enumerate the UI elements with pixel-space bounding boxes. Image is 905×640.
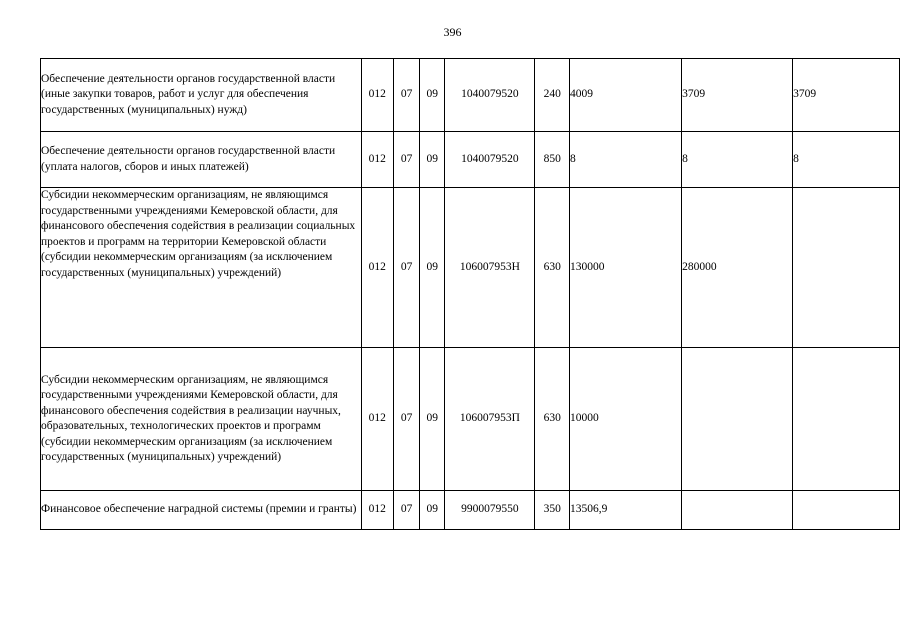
expense-type-code: 240 <box>535 59 570 132</box>
amount-year-3 <box>793 491 900 530</box>
target-article-code: 106007953П <box>445 348 535 491</box>
section-code: 07 <box>394 348 420 491</box>
row-description: Субсидии некоммерческим организациям, не являющимся государственными учреждениями Кемеровской области, для финансового обеспечения содействия в реализации научных, образовательных, технологических проектов и программ (субсидии некоммерческим организациям (за исключением государственных (муниципальных) учреждений) <box>41 348 362 491</box>
amount-year-3: 8 <box>793 132 900 188</box>
section-code: 07 <box>394 59 420 132</box>
ministry-code: 012 <box>361 188 393 348</box>
amount-year-2: 8 <box>682 132 793 188</box>
subsection-code: 09 <box>420 491 445 530</box>
table-row <box>41 491 900 530</box>
amount-year-1: 8 <box>569 132 681 188</box>
expense-type-code: 350 <box>535 491 570 530</box>
subsection-code: 09 <box>420 59 445 132</box>
budget-table <box>40 58 900 530</box>
row-description: Субсидии некоммерческим организациям, не являющимся государственными учреждениями Кемеровской области, для финансового обеспечения содействия в реализации социальных проектов и программ на территории Кемеровской области (субсидии некоммерческим организациям (за исключением государственных (муниципальных) учреждений) <box>41 188 362 348</box>
page-number: 396 <box>443 25 462 39</box>
subsection-code: 09 <box>420 132 445 188</box>
subsection-code: 09 <box>420 348 445 491</box>
ministry-code: 012 <box>361 132 393 188</box>
amount-year-3 <box>793 348 900 491</box>
amount-year-3: 3709 <box>793 59 900 132</box>
amount-year-3 <box>793 188 900 348</box>
section-code: 07 <box>394 132 420 188</box>
ministry-code: 012 <box>361 348 393 491</box>
table-row <box>41 188 900 348</box>
target-article-code: 106007953Н <box>445 188 535 348</box>
ministry-code: 012 <box>361 491 393 530</box>
row-description: Обеспечение деятельности органов государственной власти (уплата налогов, сборов и иных платежей) <box>41 132 362 188</box>
amount-year-1: 13506,9 <box>569 491 681 530</box>
row-description: Обеспечение деятельности органов государственной власти (иные закупки товаров, работ и услуг для обеспечения государственных (муниципальных) нужд) <box>41 59 362 132</box>
section-code: 07 <box>394 491 420 530</box>
table-row <box>41 59 900 132</box>
expense-type-code: 850 <box>535 132 570 188</box>
row-description: Финансовое обеспечение наградной системы (премии и гранты) <box>41 491 362 530</box>
amount-year-1: 10000 <box>569 348 681 491</box>
amount-year-2 <box>682 491 793 530</box>
amount-year-1: 130000 <box>569 188 681 348</box>
amount-year-2: 280000 <box>682 188 793 348</box>
ministry-code: 012 <box>361 59 393 132</box>
expense-type-code: 630 <box>535 188 570 348</box>
table-row <box>41 348 900 491</box>
amount-year-2 <box>682 348 793 491</box>
amount-year-2: 3709 <box>682 59 793 132</box>
amount-year-1: 4009 <box>569 59 681 132</box>
table-row <box>41 132 900 188</box>
target-article-code: 1040079520 <box>445 132 535 188</box>
expense-type-code: 630 <box>535 348 570 491</box>
target-article-code: 9900079550 <box>445 491 535 530</box>
subsection-code: 09 <box>420 188 445 348</box>
target-article-code: 1040079520 <box>445 59 535 132</box>
section-code: 07 <box>394 188 420 348</box>
